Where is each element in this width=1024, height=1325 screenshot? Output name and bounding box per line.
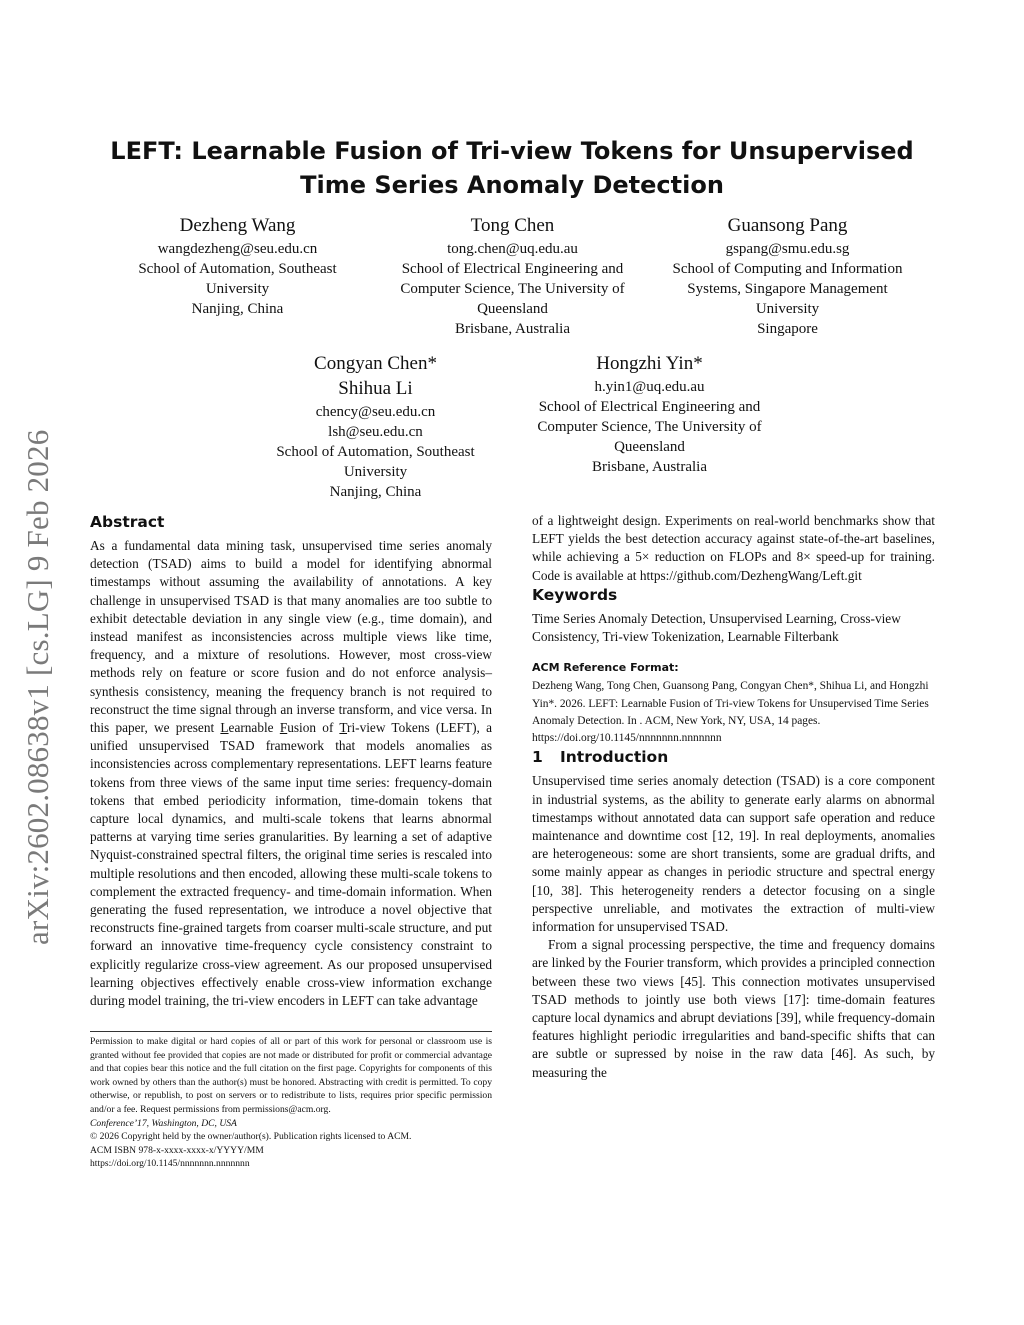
title-line-1: LEFT: Learnable Fusion of Tri-view Tokens for Unsupervised [110,137,914,165]
author-name: Congyan Chen* [314,353,437,374]
author-name: Shihua Li [338,378,413,399]
author-name: Guansong Pang [727,215,848,236]
acm-reference-text: Dezheng Wang, Tong Chen, Guansong Pang, Congyan Chen*, Shihua Li, and Hongzhi Yin*. 2026. LEFT: Learnable Fusion of Tri-view Tokens for Unsupervised Time Series Anomaly Detection. In . ACM, New York, NY, USA, 14 pages. https://doi.org/10.1145/nnnnnnn.nnnnnnn [532,680,929,745]
abstract-text-part-1: As a fundamental data mining task, unsupervised time series anomaly detection (TSAD) aims to build a model for identifying abnormal timestamps without assuming the availability of annotations. A key challenge in unsupervised TSAD is that many anomalies are too subtle to exhibit detectable deviation in any single view (e.g., time domain), and instead manifest as inconsistencies across multiple views like time, frequency, and a mixture of resolutions. However, most cross-view methods rely on feature or score fusion and do not enforce analysis–synthesis consistency, meaning the frequency branch is not required to reconstruct the time signal through an inverse transform, and vice versa. In this paper, we present [90,538,492,736]
method-name-initial: T [339,720,348,736]
author-name: Dezheng Wang [179,215,296,236]
author-name: Tong Chen [470,215,555,236]
author-affiliation-line: Systems, Singapore Management [687,281,888,297]
author-affiliation-line: University [343,464,408,480]
author-affiliation-line: School of Automation, Southeast [276,444,475,460]
author-affiliation-line: University [205,281,270,297]
section-number: 1 [532,748,543,767]
author-affiliation-line: Nanjing, China [329,484,422,500]
permission-notice: Permission to make digital or hard copies of all or part of this work for personal or classroom use is granted without fee provided that copies are not made or distributed for profit or commercial advantage and that copies bear this notice and the full citation on the first page. Copyrights for components of this work owned by others than the author(s) must be honored. Abstracting with credit is permitted. To copy otherwise, or republish, to post on servers or to redistribute to lists, requires prior specific permission and/or a fee. Request permissions from permissions@acm.org. [90,1036,492,1115]
author-affiliation-line: Brisbane, Australia [592,459,707,475]
author-affiliation-line: University [755,301,820,317]
keywords-heading: Keywords [532,585,618,604]
author-affiliation-line: School of Computing and Information [672,261,903,277]
isbn-line: ACM ISBN 978-x-xxxx-xxxx-x/YYYY/MM [90,1144,264,1156]
author-block [375,214,650,339]
method-name [220,720,476,735]
intro-paragraph-1: Unsupervised time series anomaly detection (TSAD) is a core component in industrial systems, as the ability to generate early alarms on abnormal timestamps without annotated data can support safe operation and reduce maintenance and downtime cost [12, 19]. In real deployments, anomalies are heterogeneous: some are short transients, some are gradual drifts, and some mainly appear as changes in periodic structure and spectral energy [10, 38]. This heterogeneity renders a detector focusing on a single perspective unreliable, and motivates the extraction of multi-view information for unsupervised TSAD. [532,773,935,935]
author-block [512,352,787,477]
method-name-fragment: earnable [228,720,280,736]
paper-title [80,134,944,202]
author-block [650,214,925,339]
author-affiliation-line: School of Electrical Engineering and [401,261,624,277]
left-column [90,512,492,1010]
author-affiliation-line: Brisbane, Australia [455,321,570,337]
method-name-fragment: ri-view Tokens (LEFT) [347,720,477,736]
author-block [100,214,375,319]
author-email: wangdezheng@seu.edu.cn [157,241,318,257]
author-email: lsh@seu.edu.cn [328,424,423,440]
copyright-line: © 2026 Copyright held by the owner/author(s). Publication rights licensed to ACM. [90,1131,412,1143]
author-name: Hongzhi Yin* [596,353,703,374]
section-title: Introduction [560,748,669,767]
author-affiliation-line: Computer Science, The University of [537,419,762,435]
abstract-paragraph [90,537,492,1010]
abstract-text-continued: of a lightweight design. Experiments on real-world benchmarks show that LEFT yields the best detection accuracy against state-of-the-art baselines, while achieving a 5× reduction on FLOPs and 8× speed-up for training. Code is available at https://github.com/DezhengWang/Left.git [532,513,935,583]
copyright-permission-block [90,1031,492,1171]
introduction-heading [532,747,935,767]
author-affiliation-line: Singapore [757,321,818,337]
author-affiliation-line: Nanjing, China [191,301,284,317]
conference-line: Conference’17, Washington, DC, USA [90,1117,237,1129]
title-line-2: Time Series Anomaly Detection [300,171,724,199]
abstract-heading: Abstract [90,513,165,531]
method-name-initial: F [279,720,288,736]
author-block [238,352,513,502]
right-column [532,512,935,1082]
doi-line: https://doi.org/10.1145/nnnnnnn.nnnnnnn [90,1158,250,1170]
author-affiliation-line: Computer Science, The University of [400,281,625,297]
arxiv-identifier: arXiv:2602.08638v1 [cs.LG] 9 Feb 2026 [20,429,55,945]
author-affiliation-line: Queensland [477,301,548,317]
author-email: gspang@smu.edu.sg [725,241,850,257]
author-affiliation-line: School of Automation, Southeast [138,261,337,277]
method-name-initial: L [220,720,229,736]
author-affiliation-line: Queensland [614,439,685,455]
acm-reference-heading: ACM Reference Format: [532,661,679,675]
keywords-text: Time Series Anomaly Detection, Unsupervised Learning, Cross-view Consistency, Tri-view Tokenization, Learnable Filterbank [532,610,901,645]
method-name-fragment: usion of [287,720,340,736]
author-email: chency@seu.edu.cn [315,404,436,420]
author-affiliation-line: School of Electrical Engineering and [538,399,761,415]
author-email: tong.chen@uq.edu.au [447,241,578,257]
abstract-continuation [532,512,935,585]
intro-paragraph-2: From a signal processing perspective, the time and frequency domains are linked by the Fourier transform, which provides a principled connection between these two views [45]. This connection motivates unsupervised TSAD methods to jointly use both views [17]: time-domain features capture local dynamics and abrupt deviations [39], while frequency-domain features highlight periodic irregularities and band-specific shifts that can are subtle or supressed by noise in the raw data [46]. As such, by measuring the [532,937,935,1080]
author-email: h.yin1@uq.edu.au [594,379,705,395]
abstract-text-part-2: , a unified unsupervised TSAD framework that models anomalies as inconsistencies across complementary representations. LEFT learns feature tokens from three views of the same input time series: frequency-domain tokens that embed periodicity information, time-domain tokens that capture local dynamics, and multi-scale tokens that learns abnormal patterns at varying time series granularities. By learning a set of adaptive Nyquist-constrained spectral filters, the original time series is rescaled into multiple resolutions and then encoded, allowing these multi-scale tokens to complement the extracted frequency- and time-domain information. When generating the fused representation, we introduce a novel objective that reconstructs fine-grained targets from coarser multi-scale structure, and put forward an innovative time-frequency cycle consistency constraint to explicitly regularize cross-view agreement. As our proposed unsupervised learning objectives effectively enable cross-view information exchange during model training, the tri-view encoders in LEFT can take advantage [90,720,492,1009]
